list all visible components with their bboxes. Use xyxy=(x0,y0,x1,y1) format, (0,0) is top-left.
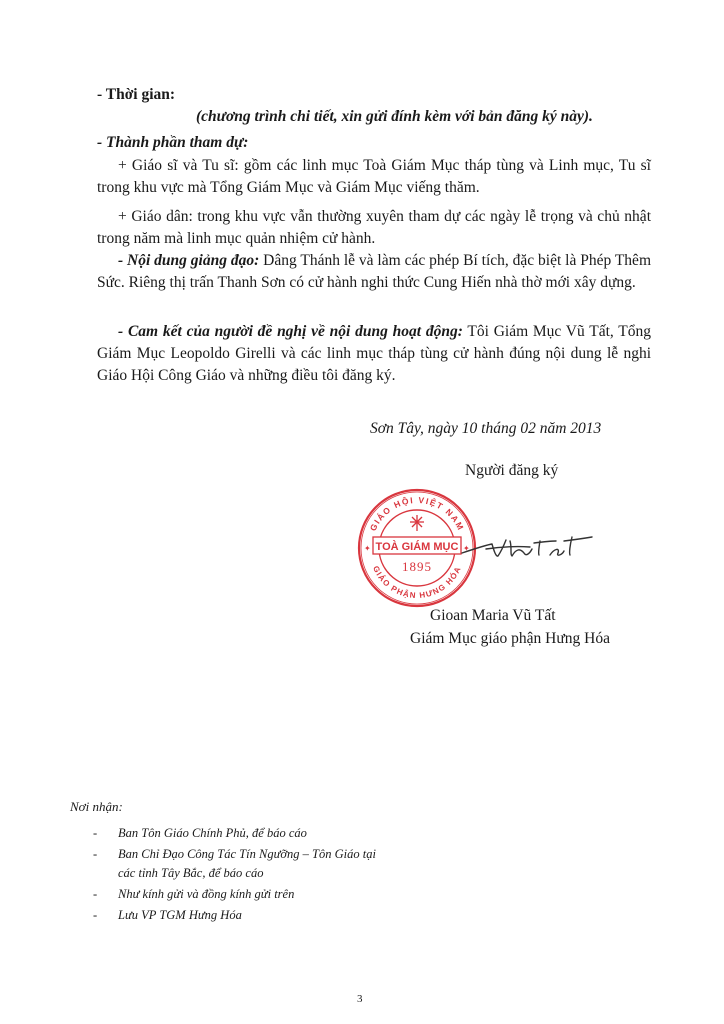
participants-label: - Thành phần tham dự: xyxy=(97,134,249,151)
list-item: - Ban Tôn Giáo Chính Phủ, để báo cáo xyxy=(93,826,307,840)
time-label: - Thời gian: xyxy=(97,86,176,103)
page-number: 3 xyxy=(357,993,363,1005)
cross-icon xyxy=(410,515,424,531)
svg-text:✦: ✦ xyxy=(364,544,371,553)
commitment-label: - Cam kết của người đề nghị về nội dung hoạt động: xyxy=(118,323,463,340)
signer-title: Giám Mục giáo phận Hưng Hóa xyxy=(410,630,610,647)
list-item: - Như kính gửi và đồng kính gửi trên xyxy=(93,887,295,901)
seal-bottom-text: GIÁO PHẬN HƯNG HÓA xyxy=(371,564,463,601)
signer-name: Gioan Maria Vũ Tất xyxy=(430,607,556,624)
registrant-label: Người đăng ký xyxy=(465,462,559,479)
place-date: Sơn Tây, ngày 10 tháng 02 năm 2013 xyxy=(370,420,602,437)
seal-top-text: GIÁO HỘI VIỆT NAM xyxy=(367,494,467,533)
handwritten-signature xyxy=(460,525,600,575)
preaching-label: - Nội dung giảng đạo: xyxy=(118,252,260,269)
participants-laity: + Giáo dân: trong khu vực vẫn thường xuyên tham dự các ngày lễ trọng và chủ nhật trong năm mà linh mục quản nhiệm cử hành. xyxy=(97,208,651,247)
commitment-paragraph xyxy=(97,321,651,387)
time-detail: (chương trình chi tiết, xin gửi đính kèm với bản đăng ký này). xyxy=(196,108,593,125)
seal-year: 1895 xyxy=(402,559,432,574)
commitment-text: Tôi Giám Mục Vũ Tất, Tổng Giám Mục Leopoldo Girelli và các linh mục tháp tùng cử hành đúng nội dung lễ nghi Giáo Hội Công Giáo và những điều tôi đăng ký. xyxy=(97,323,651,384)
preaching-content xyxy=(97,250,651,294)
list-item: - Ban Chỉ Đạo Công Tác Tín Ngưỡng – Tôn Giáo tại xyxy=(93,847,376,861)
list-item: - Lưu VP TGM Hưng Hóa xyxy=(93,908,242,922)
svg-text:✦: ✦ xyxy=(463,544,470,553)
recipients-heading: Nơi nhận: xyxy=(70,799,123,814)
seal-center-text: TOÀ GIÁM MỤC xyxy=(375,541,459,553)
participants-clergy: + Giáo sĩ và Tu sĩ: gồm các linh mục Toà Giám Mục tháp tùng và Linh mục, Tu sĩ trong khu vực mà Tổng Giám Mục và Giám Mục viếng thăm. xyxy=(97,157,651,196)
list-item: các tỉnh Tây Bắc, để báo cáo xyxy=(118,866,264,880)
preaching-text: Dâng Thánh lễ và làm các phép Bí tích, đặc biệt là Phép Thêm Sức. Riêng thị trấn Thanh Sơn có cử hành nghi thức Cung Hiến nhà thờ mới xây dựng. xyxy=(97,252,651,291)
